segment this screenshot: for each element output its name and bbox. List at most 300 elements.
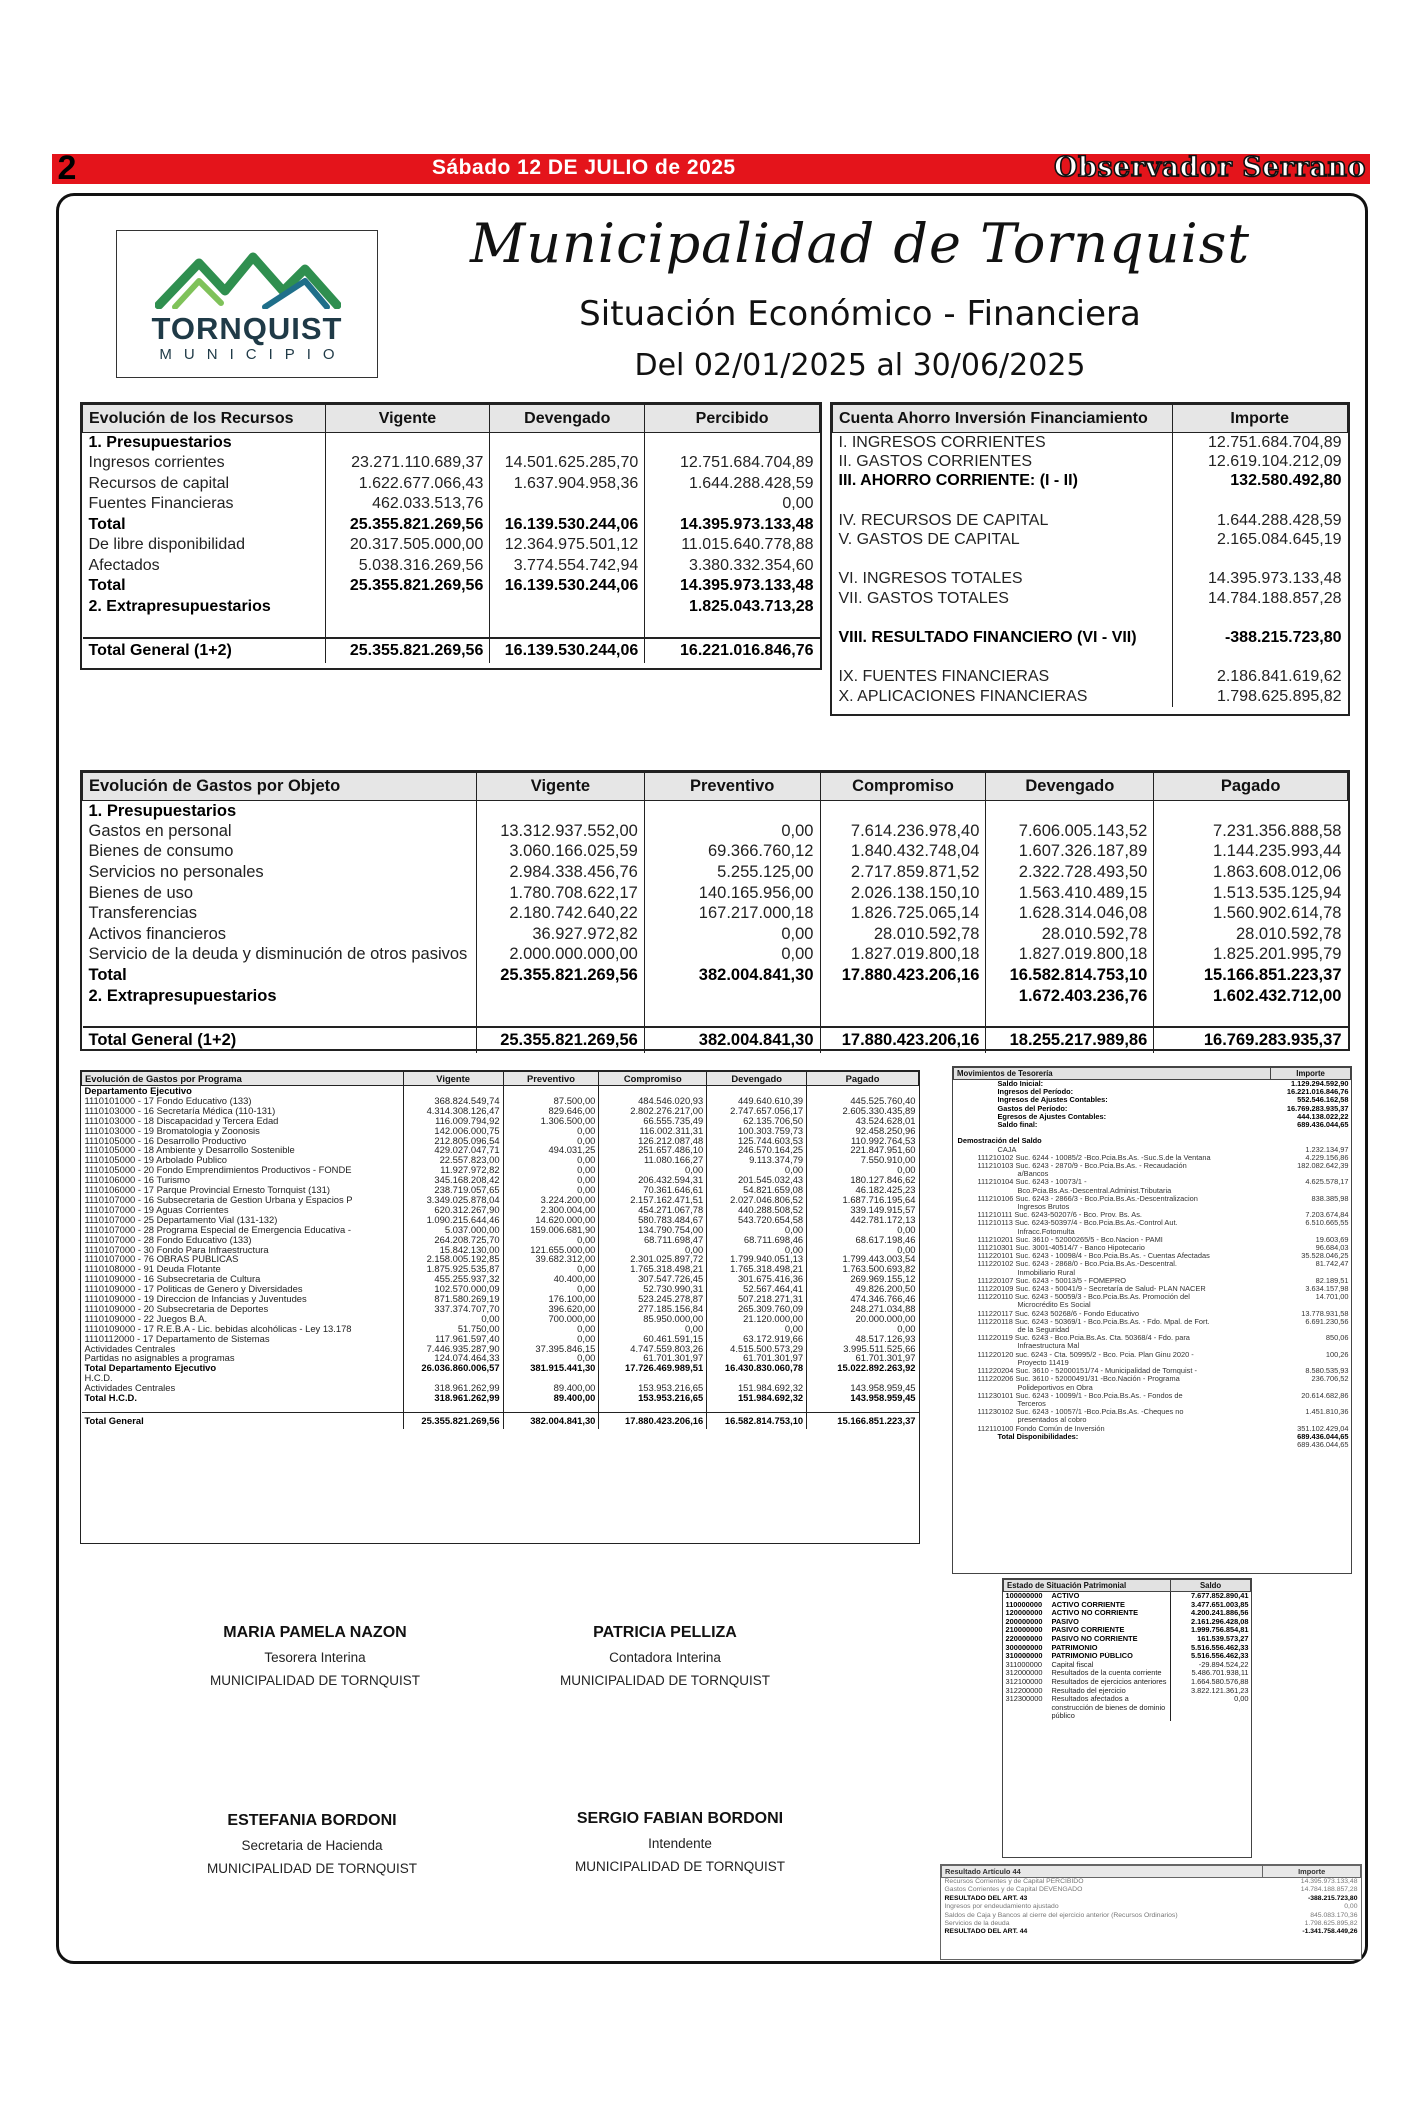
devengado-cell: 18.255.217.989,86 <box>986 1027 1154 1053</box>
pagado-cell: 0,00 <box>807 1225 919 1235</box>
row-label: De libre disponibilidad <box>88 536 246 554</box>
importe-cell: 14.784.188.857,28 <box>1300 1886 1358 1894</box>
vigente-cell: 2.158.005.192,85 <box>403 1254 503 1264</box>
row-label: 111220101 Suc. 6243 - 10098/4 - Bco.Pcia.Bs.As. - Cuentas Afectadas <box>977 1252 1210 1261</box>
vigente-cell: 25.355.821.269,56 <box>325 515 490 536</box>
vigente-cell: 212.805.096,54 <box>403 1136 503 1146</box>
row-label <box>82 1403 404 1413</box>
pagado-cell: 1.687.716.195,64 <box>807 1195 919 1205</box>
table-row <box>1004 1618 1251 1627</box>
pagado-cell: 1.825.201.995,79 <box>1154 945 1348 966</box>
percibido-cell: 14.395.973.133,48 <box>645 576 820 597</box>
pagado-cell: 7.550.910,00 <box>807 1155 919 1165</box>
importe-cell: 845.083.170,36 <box>1310 1911 1358 1919</box>
vigente-cell <box>476 1006 644 1027</box>
pagado-cell: 48.517.126,93 <box>807 1334 919 1344</box>
signatory-name: MARIA PAMELA NAZON <box>223 1624 407 1641</box>
vigente-cell: 102.570.000,09 <box>403 1284 503 1294</box>
devengado-cell: 507.218.271,31 <box>707 1294 807 1304</box>
row-label: 111220119 Suc. 6243 - Bco.Pcia.Bs.As. Cta. 50368/4 - Fdo. para <box>977 1334 1190 1343</box>
row-label: II. GASTOS CORRIENTES <box>838 452 1033 470</box>
compromiso-cell: 2.717.859.871,52 <box>820 862 986 883</box>
column-header: Saldo <box>1171 1580 1251 1592</box>
table-row <box>82 1373 919 1383</box>
table-row <box>954 1088 1351 1096</box>
row-label: 111230101 Suc. 6243 - 10099/1 - Bco.Pcia.Bs.As. - Fondos de <box>977 1391 1183 1400</box>
devengado-cell <box>707 1086 807 1096</box>
table-row <box>942 1903 1361 1911</box>
devengado-cell: 265.309.760,09 <box>707 1304 807 1314</box>
table-row <box>954 1269 1351 1277</box>
account-code: 312100000 <box>1005 1677 1043 1686</box>
table-row <box>833 433 1348 453</box>
importe-cell: 838.385,98 <box>1311 1194 1349 1203</box>
compromiso-cell <box>820 986 986 1007</box>
pagado-cell <box>807 1373 919 1383</box>
preventivo-cell: 0,00 <box>503 1324 599 1334</box>
compromiso-cell: 307.547.726,45 <box>599 1274 707 1284</box>
preventivo-cell: 0,00 <box>644 924 820 945</box>
devengado-cell: 16.582.814.753,10 <box>986 965 1154 986</box>
row-label: 1110107000 - 30 Fondo Para Infraestructura <box>84 1244 269 1255</box>
importe-cell: 1.232.134,97 <box>1305 1145 1349 1154</box>
compromiso-cell: 66.555.735,49 <box>599 1116 707 1126</box>
account-code: 100000000 <box>1005 1591 1043 1600</box>
devengado-cell <box>707 1373 807 1383</box>
devengado-cell: 1.628.314.046,08 <box>986 903 1154 924</box>
preventivo-cell <box>644 801 820 822</box>
table-row <box>954 1408 1351 1416</box>
pagado-cell <box>1154 1006 1348 1027</box>
table-row <box>954 1154 1351 1162</box>
compromiso-cell: 153.953.216,65 <box>599 1393 707 1403</box>
table-row <box>1004 1644 1251 1653</box>
table-title-header: Evolución de los Recursos <box>83 405 326 433</box>
table-row <box>82 1086 919 1096</box>
importe-cell <box>1172 491 1348 511</box>
devengado-cell: 1.672.403.236,76 <box>986 986 1154 1007</box>
table-row <box>82 1264 919 1274</box>
compromiso-cell: 68.711.698,47 <box>599 1235 707 1245</box>
row-label: Gastos en personal <box>88 821 232 840</box>
tesoreria-table-box <box>952 1066 1352 1574</box>
table-row <box>954 1178 1351 1186</box>
preventivo-cell: 39.682.312,00 <box>503 1254 599 1264</box>
importe-cell <box>1271 1326 1351 1334</box>
cuenta-aif-table <box>832 404 1348 707</box>
table-row <box>83 515 820 536</box>
percibido-cell <box>645 433 820 454</box>
estado-patrimonial-table-box <box>1002 1578 1252 1858</box>
saldo-cell: 161.539.573,27 <box>1171 1635 1251 1644</box>
table-row <box>954 1318 1351 1326</box>
vigente-cell: 116.009.794,92 <box>403 1116 503 1126</box>
pagado-cell: 49.826.200,50 <box>807 1284 919 1294</box>
table-row <box>1004 1626 1251 1635</box>
row-label: Total General (1+2) <box>83 638 326 663</box>
importe-cell: 1.644.288.428,59 <box>1172 511 1348 531</box>
table-row <box>954 1351 1351 1359</box>
compromiso-cell: 251.657.486,10 <box>599 1145 707 1155</box>
row-label: Saldos de Caja y Bancos al cierre del ejercicio anterior (Recursos Ordinarios) <box>944 1911 1178 1919</box>
table-row <box>82 1304 919 1314</box>
importe-cell: 850,06 <box>1325 1334 1349 1343</box>
row-label: 112110100 Fondo Común de Inversión <box>977 1424 1105 1433</box>
row-label: Gastos del Período: <box>997 1104 1068 1113</box>
row-label: Servicios no personales <box>88 863 264 882</box>
devengado-cell: 0,00 <box>707 1225 807 1235</box>
row-label: Ingresos del Período: <box>997 1088 1074 1097</box>
vigente-cell: 11.927.972,82 <box>403 1165 503 1175</box>
percibido-cell: 3.380.332.354,60 <box>645 556 820 577</box>
row-label: Resultados afectados a construcción de bienes de dominio público <box>1051 1695 1166 1721</box>
signatory-org: MUNICIPALIDAD DE TORNQUIST <box>206 1861 418 1876</box>
mountains-logo-icon <box>155 251 341 309</box>
preventivo-cell: 382.004.841,30 <box>644 965 820 986</box>
table-row <box>82 1353 919 1363</box>
row-label: ACTIVO CORRIENTE <box>1051 1600 1125 1609</box>
devengado-cell <box>986 1006 1154 1027</box>
recursos-table <box>82 404 820 663</box>
importe-cell: 444.138.022,22 <box>1297 1112 1349 1121</box>
importe-cell: 1.798.625.895,82 <box>1172 687 1348 707</box>
vigente-cell: 25.355.821.269,56 <box>476 965 644 986</box>
compromiso-cell: 134.790.754,00 <box>599 1225 707 1235</box>
gastos-programa-table <box>81 1071 919 1429</box>
compromiso-cell: 4.747.559.803,26 <box>599 1344 707 1354</box>
table-row <box>83 535 820 556</box>
devengado-cell: 16.139.530.244,06 <box>490 515 645 536</box>
pagado-cell: 15.022.892.263,92 <box>807 1363 919 1373</box>
table-row <box>82 1106 919 1116</box>
signatory-org: MUNICIPALIDAD DE TORNQUIST <box>559 1673 771 1688</box>
preventivo-cell <box>503 1086 599 1096</box>
table-row <box>82 1294 919 1304</box>
row-label: 1110112000 - 17 Departamento de Sistemas <box>84 1333 270 1344</box>
compromiso-cell <box>820 801 986 822</box>
row-label <box>833 648 1173 668</box>
table-row <box>82 1284 919 1294</box>
resultado-art44-table <box>941 1865 1361 1937</box>
vigente-cell: 368.824.549,74 <box>403 1096 503 1106</box>
importe-cell <box>1271 1359 1351 1367</box>
vigente-cell: 23.271.110.689,37 <box>325 453 490 474</box>
row-label: Total Departamento Ejecutivo <box>84 1363 217 1374</box>
percibido-cell: 0,00 <box>645 494 820 515</box>
compromiso-cell: 2.301.025.897,72 <box>599 1254 707 1264</box>
column-header: Devengado <box>490 405 645 433</box>
pagado-cell: 68.617.198,46 <box>807 1235 919 1245</box>
devengado-cell <box>490 617 645 638</box>
table-row <box>82 1136 919 1146</box>
table-row <box>942 1895 1361 1903</box>
table-row <box>83 494 820 515</box>
row-label <box>954 1129 1271 1137</box>
table-row <box>82 1155 919 1165</box>
vigente-cell: 5.038.316.269,56 <box>325 556 490 577</box>
row-label: 1110109000 - 19 Direccion de Infancias y Juventudes <box>84 1294 307 1304</box>
importe-cell: 12.751.684.704,89 <box>1172 433 1348 453</box>
importe-cell: 552.546.162,58 <box>1297 1096 1349 1105</box>
vigente-cell: 15.842.130,00 <box>403 1245 503 1255</box>
municipality-logo <box>116 230 378 378</box>
importe-cell: 20.614.682,86 <box>1301 1391 1349 1400</box>
saldo-cell: 5.516.556.462,33 <box>1171 1652 1251 1661</box>
pagado-cell: 110.992.764,53 <box>807 1136 919 1146</box>
row-label: 111220120 suc. 6243 - Cta. 50995/2 - Bco. Pcia. Plan Ginu 2020 - <box>977 1350 1194 1359</box>
row-label: III. AHORRO CORRIENTE: (I - II) <box>838 472 1078 490</box>
devengado-cell: 3.774.554.742,94 <box>490 556 645 577</box>
importe-cell: 1.129.294.592,90 <box>1290 1079 1349 1088</box>
row-label: 1110109000 - 16 Subsecretaria de Cultura <box>84 1274 261 1285</box>
importe-cell: 132.580.492,80 <box>1172 472 1348 492</box>
importe-cell: 14.395.973.133,48 <box>1300 1878 1358 1885</box>
column-header: Devengado <box>707 1072 807 1086</box>
table-row <box>82 1235 919 1245</box>
vigente-cell: 337.374.707,70 <box>403 1304 503 1314</box>
table-row <box>83 986 1348 1007</box>
table-row <box>82 1165 919 1175</box>
row-label: PASIVO <box>1051 1617 1079 1626</box>
percibido-cell: 1.825.043.713,28 <box>645 597 820 618</box>
vigente-cell: 1.090.215.644,46 <box>403 1215 503 1225</box>
devengado-cell: 1.799.940.051,13 <box>707 1254 807 1264</box>
report-period: Del 02/01/2025 al 30/06/2025 <box>634 348 1086 383</box>
preventivo-cell: 2.300.004,00 <box>503 1205 599 1215</box>
vigente-cell: 264.208.725,70 <box>403 1235 503 1245</box>
row-label: Inmobiliario Rural <box>1017 1268 1076 1277</box>
importe-cell: 8.580.535,93 <box>1305 1367 1349 1376</box>
devengado-cell: 16.139.530.244,06 <box>490 576 645 597</box>
vigente-cell: 3.349.025.878,04 <box>403 1195 503 1205</box>
vigente-cell: 3.060.166.025,59 <box>476 842 644 863</box>
row-label: 1110105000 - 20 Fondo Emprendimientos Productivos - FONDE <box>84 1165 352 1176</box>
preventivo-cell: 167.217.000,18 <box>644 903 820 924</box>
pagado-cell: 61.701.301,97 <box>807 1353 919 1363</box>
table-row <box>82 1245 919 1255</box>
preventivo-cell: 40.400,00 <box>503 1274 599 1284</box>
preventivo-cell: 14.620.000,00 <box>503 1215 599 1225</box>
table-row <box>1004 1609 1251 1618</box>
table-row <box>833 491 1348 511</box>
table-row <box>83 556 820 577</box>
row-label: Actividades Centrales <box>84 1343 176 1354</box>
pagado-cell: 1.144.235.993,44 <box>1154 842 1348 863</box>
table-row <box>83 965 1348 986</box>
pagado-cell: 20.000.000,00 <box>807 1314 919 1324</box>
vigente-cell: 36.927.972,82 <box>476 924 644 945</box>
percibido-cell: 14.395.973.133,48 <box>645 515 820 536</box>
pagado-cell: 143.958.959,45 <box>807 1383 919 1393</box>
table-row <box>942 1928 1361 1936</box>
compromiso-cell: 1.840.432.748,04 <box>820 842 986 863</box>
devengado-cell: 9.113.374,79 <box>707 1155 807 1165</box>
table-title-header: Evolución de Gastos por Objeto <box>83 773 477 801</box>
row-label: Capital fiscal <box>1051 1660 1094 1669</box>
compromiso-cell: 153.953.216,65 <box>599 1383 707 1393</box>
preventivo-cell <box>644 986 820 1007</box>
vigente-cell: 0,00 <box>403 1314 503 1324</box>
devengado-cell: 16.139.530.244,06 <box>490 638 645 663</box>
table-row <box>82 1254 919 1264</box>
column-header: Pagado <box>1154 773 1348 801</box>
row-label: Recursos Corrientes y de Capital PERCIBIDO <box>944 1878 1084 1885</box>
pagado-cell: 92.458.250,96 <box>807 1126 919 1136</box>
recursos-table-box <box>80 402 822 670</box>
table-row <box>954 1301 1351 1309</box>
table-row <box>954 1096 1351 1104</box>
devengado-cell <box>707 1403 807 1413</box>
compromiso-cell: 61.701.301,97 <box>599 1353 707 1363</box>
saldo-cell: -29.894.524,22 <box>1171 1661 1251 1670</box>
vigente-cell <box>325 433 490 454</box>
vigente-cell: 4.314.308.126,47 <box>403 1106 503 1116</box>
compromiso-cell: 523.245.278,87 <box>599 1294 707 1304</box>
row-label: 111220107 Suc. 6243 - 50013/5 - FOMEPRO <box>977 1276 1126 1285</box>
table-row <box>82 1175 919 1185</box>
vigente-cell <box>403 1403 503 1413</box>
table-row <box>833 589 1348 609</box>
table-row <box>954 1277 1351 1285</box>
row-label: Total <box>88 577 126 595</box>
importe-cell: 1.451.810,36 <box>1305 1408 1349 1417</box>
devengado-cell: 28.010.592,78 <box>986 924 1154 945</box>
table-row <box>83 617 820 638</box>
preventivo-cell: 0,00 <box>503 1334 599 1344</box>
compromiso-cell: 580.783.484,67 <box>599 1215 707 1225</box>
table-row <box>1004 1695 1251 1721</box>
table-row <box>83 453 820 474</box>
preventivo-cell: 0,00 <box>503 1235 599 1245</box>
column-header: Importe <box>1172 405 1348 433</box>
row-label: 111210301 Suc. 3001-40514/7 - Banco Hipotecario <box>977 1244 1145 1253</box>
account-code: 200000000 <box>1005 1617 1043 1626</box>
row-label: 1110108000 - 91 Deuda Flotante <box>84 1264 221 1275</box>
preventivo-cell: 1.306.500,00 <box>503 1116 599 1126</box>
importe-cell: 14.701,00 <box>1315 1293 1349 1302</box>
row-label: 1110109000 - 20 Subsecretaria de Deportes <box>84 1303 269 1314</box>
compromiso-cell: 0,00 <box>599 1324 707 1334</box>
preventivo-cell: 0,00 <box>503 1155 599 1165</box>
vigente-cell: 25.355.821.269,56 <box>476 1027 644 1053</box>
saldo-cell: 1.999.756.854,81 <box>1171 1626 1251 1635</box>
row-label: 1110107000 - 25 Departamento Vial (131-132) <box>84 1214 278 1225</box>
table-row <box>954 1219 1351 1227</box>
gastos-objeto-table <box>82 772 1348 1053</box>
importe-cell: -388.215.723,80 <box>1172 628 1348 648</box>
column-header: Compromiso <box>599 1072 707 1086</box>
pagado-cell: 7.231.356.888,58 <box>1154 821 1348 842</box>
importe-cell <box>1271 1203 1351 1211</box>
compromiso-cell: 116.002.311,31 <box>599 1126 707 1136</box>
devengado-cell <box>986 801 1154 822</box>
preventivo-cell: 176.100,00 <box>503 1294 599 1304</box>
row-label: 1110105000 - 16 Desarrollo Productivo <box>84 1135 247 1146</box>
row-label: Total <box>88 966 127 985</box>
column-header: Pagado <box>807 1072 919 1086</box>
pagado-cell: 269.969.155,12 <box>807 1274 919 1284</box>
row-label: 1110101000 - 17 Fondo Educativo (133) <box>84 1095 252 1106</box>
row-label: 111220206 Suc. 3610 - 52000491/31 -Bco.Nación - Programa <box>977 1375 1180 1384</box>
preventivo-cell: 0,00 <box>503 1284 599 1294</box>
row-label: 1110107000 - 76 OBRAS PUBLICAS <box>84 1254 239 1265</box>
table-row <box>82 1195 919 1205</box>
table-row <box>954 1310 1351 1318</box>
table-row <box>82 1126 919 1136</box>
devengado-cell: 440.288.508,52 <box>707 1205 807 1215</box>
compromiso-cell: 17.880.423.206,16 <box>599 1413 707 1429</box>
compromiso-cell <box>599 1403 707 1413</box>
preventivo-cell: 0,00 <box>503 1165 599 1175</box>
importe-cell: -388.215.723,80 <box>1307 1894 1358 1902</box>
cuenta-aif-table-box <box>830 402 1350 716</box>
row-label: 111210106 Suc. 6243 - 2866/3 - Bco.Pcia.Bs.As.-Descentralizacion <box>977 1194 1198 1203</box>
preventivo-cell: 69.366.760,12 <box>644 842 820 863</box>
importe-cell: 351.102.429,04 <box>1297 1424 1349 1433</box>
column-header: Importe <box>1263 1866 1361 1878</box>
preventivo-cell <box>644 1006 820 1027</box>
table-row <box>954 1285 1351 1293</box>
vigente-cell: 124.074.464,33 <box>403 1353 503 1363</box>
row-label: PASIVO NO CORRIENTE <box>1051 1634 1138 1643</box>
row-label: 111210111 Suc. 6243-50207/6 - Bco. Prov. Bs. As. <box>977 1211 1142 1220</box>
importe-cell <box>1271 1228 1351 1236</box>
table-row <box>83 883 1348 904</box>
importe-cell: 689.436.044,65 <box>1297 1440 1349 1449</box>
pagado-cell: 15.166.851.223,37 <box>1154 965 1348 986</box>
row-label: VII. GASTOS TOTALES <box>838 590 1009 608</box>
percibido-cell: 11.015.640.778,88 <box>645 535 820 556</box>
compromiso-cell: 70.361.646,61 <box>599 1185 707 1195</box>
row-label: 111220110 Suc. 6243 - 50059/3 - Bco.Pcia.Bs.As. Promoción del <box>977 1293 1190 1302</box>
importe-cell: 16.221.016.846,76 <box>1286 1088 1349 1097</box>
preventivo-cell: 140.165.956,00 <box>644 883 820 904</box>
importe-cell <box>1172 550 1348 570</box>
table-row <box>954 1113 1351 1121</box>
preventivo-cell: 382.004.841,30 <box>644 1027 820 1053</box>
table-row <box>83 821 1348 842</box>
column-header: Importe <box>1271 1068 1351 1080</box>
devengado-cell: 52.567.464,41 <box>707 1284 807 1294</box>
preventivo-cell: 381.915.441,30 <box>503 1363 599 1373</box>
devengado-cell: 246.570.164,25 <box>707 1145 807 1155</box>
signatory-org: MUNICIPALIDAD DE TORNQUIST <box>574 1859 786 1874</box>
table-row <box>82 1274 919 1284</box>
saldo-cell: 3.822.121.361,23 <box>1171 1687 1251 1696</box>
row-label: IX. FUENTES FINANCIERAS <box>838 668 1050 686</box>
devengado-cell: 543.720.654,58 <box>707 1215 807 1225</box>
importe-cell: 13.778.931,58 <box>1301 1309 1349 1318</box>
table-row <box>83 433 820 454</box>
vigente-cell <box>403 1373 503 1383</box>
table-row <box>954 1392 1351 1400</box>
vigente-cell: 2.984.338.456,76 <box>476 862 644 883</box>
vigente-cell: 462.033.513,76 <box>325 494 490 515</box>
row-label: Fuentes Financieras <box>88 495 234 513</box>
pagado-cell: 180.127.846,62 <box>807 1175 919 1185</box>
importe-cell <box>1271 1269 1351 1277</box>
table-row <box>954 1203 1351 1211</box>
table-row <box>833 668 1348 688</box>
gastos-programa-table-box <box>80 1070 920 1544</box>
table-row <box>83 576 820 597</box>
table-row <box>833 472 1348 492</box>
pagado-cell: 43.524.628,01 <box>807 1116 919 1126</box>
table-row <box>833 628 1348 648</box>
signatory-role: Intendente <box>648 1836 712 1851</box>
row-label: Resultados de ejercicios anteriores <box>1051 1677 1167 1686</box>
table-row <box>1004 1652 1251 1661</box>
